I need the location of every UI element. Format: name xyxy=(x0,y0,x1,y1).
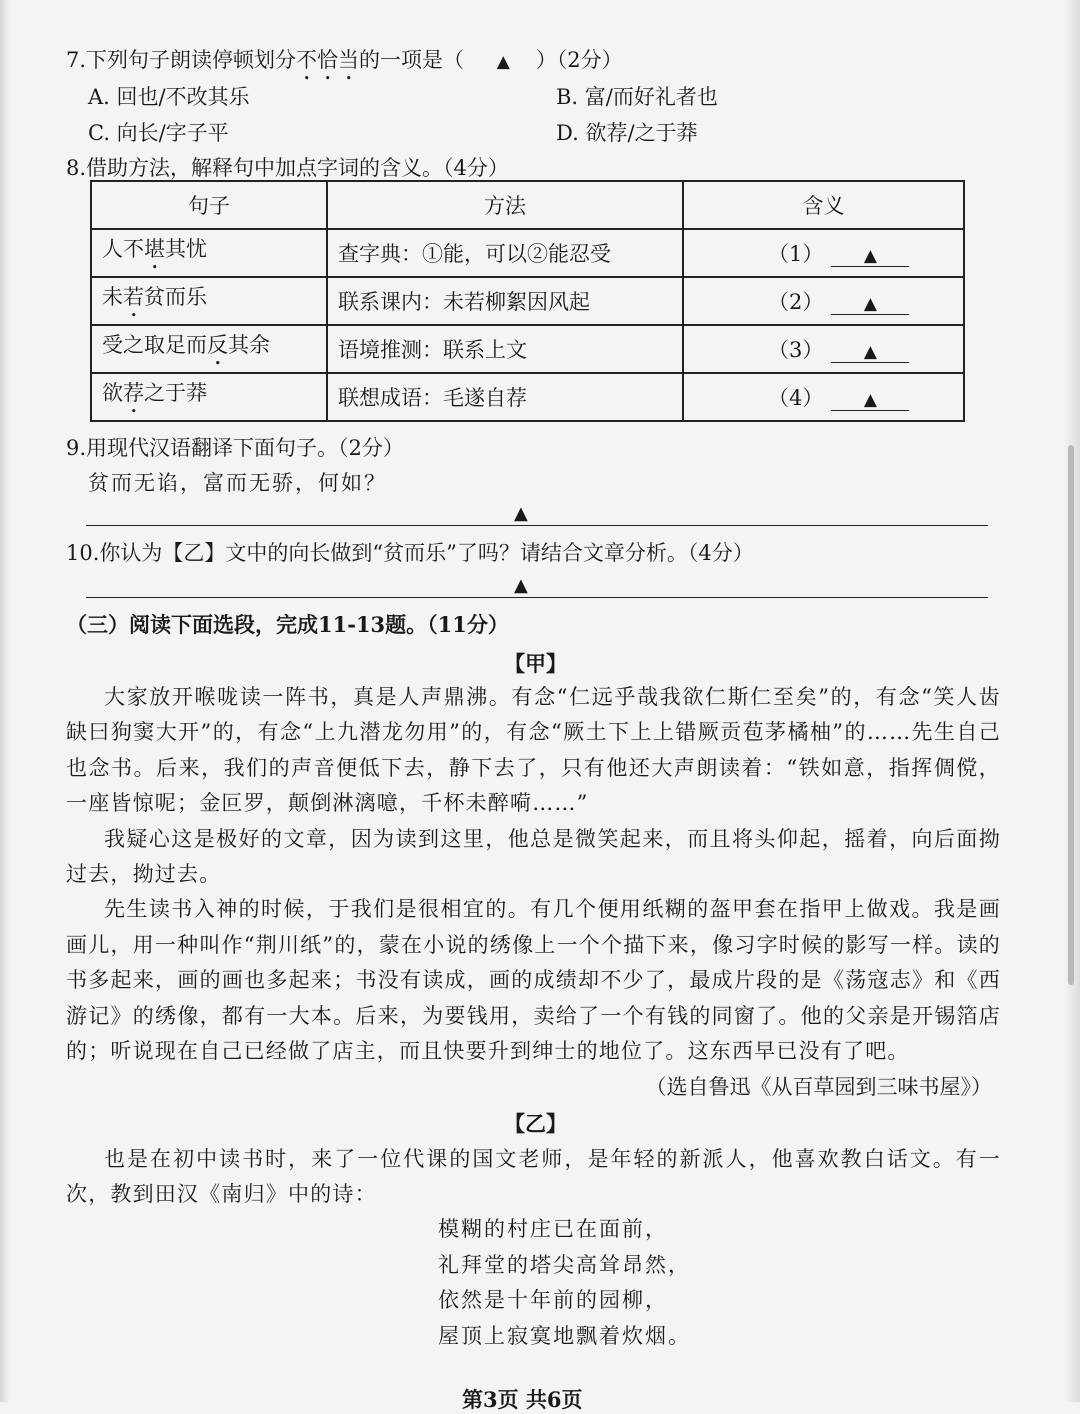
sentence-cell xyxy=(91,373,327,421)
q9-answer-line[interactable] xyxy=(86,525,988,526)
table-row xyxy=(91,325,964,373)
sentence-cell xyxy=(91,229,327,277)
sentence-text: 之于莽 xyxy=(144,380,207,405)
table-row xyxy=(91,229,964,277)
answer-blank[interactable]: ▲ xyxy=(831,342,909,363)
dotted-word: 堪 xyxy=(144,236,165,261)
q7-stem-post: 的一项是（ xyxy=(359,48,465,72)
question-9-stem: 9.用现代汉语翻译下面句子。（2分） xyxy=(66,436,404,460)
table-header-method: 方法 xyxy=(327,181,683,229)
table-header-sentence: 句子 xyxy=(91,181,327,229)
sentence-text: 贫而乐 xyxy=(144,284,207,309)
poem-line: 依然是十年前的园柳， xyxy=(438,1288,668,1312)
passage-jia-source: （选自鲁迅《从百草园到三味书屋》） xyxy=(645,1075,992,1099)
answer-triangle-icon: ▲ xyxy=(514,575,528,596)
answer-blank[interactable]: ▲ xyxy=(831,246,909,267)
q7-option-a: A. 回也/不改其乐 xyxy=(88,85,250,109)
answer-number: （2） xyxy=(768,290,824,314)
poem-line: 屋顶上寂寞地飘着炊烟。 xyxy=(438,1323,691,1348)
method-table xyxy=(90,180,965,422)
q7-score: ）（2分） xyxy=(535,48,623,72)
page-footer: 第3页 共6页 xyxy=(462,1387,583,1412)
table-header-row xyxy=(91,181,964,229)
q9-sentence: 贫而无谄，富而无骄，何如？ xyxy=(88,471,387,495)
sentence-cell xyxy=(91,325,327,373)
poem-line: 模糊的村庄已在面前， xyxy=(438,1217,668,1241)
question-8-stem: 8.借助方法，解释句中加点字词的含义。（4分） xyxy=(66,156,509,180)
sentence-text: 其余 xyxy=(228,332,270,357)
q7-option-b: B. 富/而好礼者也 xyxy=(556,85,718,109)
meaning-cell xyxy=(683,373,964,421)
meaning-cell xyxy=(683,277,964,325)
scrollbar-thumb[interactable] xyxy=(1068,445,1074,985)
meaning-cell xyxy=(683,325,964,373)
answer-number: （1） xyxy=(768,242,824,266)
sentence-text: 人不 xyxy=(102,236,144,261)
poem-block xyxy=(438,1212,691,1354)
passage-jia-title: 【甲】 xyxy=(504,651,567,676)
q7-stem-pre: 7.下列句子朗读停顿划分 xyxy=(66,48,297,72)
dotted-word: 反 xyxy=(207,332,228,357)
answer-triangle-icon: ▲ xyxy=(496,52,510,72)
q7-emphasis-word: 不恰当 xyxy=(296,48,360,72)
q7-option-c: C. 向长/字子平 xyxy=(88,121,229,145)
answer-triangle-icon: ▲ xyxy=(514,503,528,524)
sentence-text: 欲 xyxy=(102,380,123,405)
passage-jia xyxy=(66,680,1001,1069)
passage-paragraph: 大家放开喉咙读一阵书，真是人声鼎沸。有念“仁远乎哉我欲仁斯仁至矣”的，有念“笑人齿缺曰狗窦大开”的，有念“上九潜龙勿用”的，有念“厥土下上上错厥贡苞茅橘柚”的……先生自己也念书。后来，我们的声音便低下去，静下去了，只有他还大声朗读着：“铁如意，指挥倜傥，一座皆惊呢；金叵罗，颠倒淋漓噫，千杯未醉嗬……” xyxy=(66,685,1001,816)
passage-paragraph: 也是在初中读书时，来了一位代课的国文老师，是年轻的新派人，他喜欢教白话文。有一次，教到田汉《南归》中的诗： xyxy=(66,1147,1001,1207)
passage-yi xyxy=(66,1142,1001,1213)
q10-answer-line[interactable] xyxy=(86,597,988,598)
answer-number: （4） xyxy=(768,386,824,410)
method-cell: 联想成语：毛遂自荐 xyxy=(327,373,683,421)
meaning-cell xyxy=(683,229,964,277)
passage-paragraph: 我疑心这是极好的文章，因为读到这里，他总是微笑起来，而且将头仰起，摇着，向后面拗过去，拗过去。 xyxy=(66,826,1001,887)
answer-blank[interactable]: ▲ xyxy=(831,294,909,315)
sentence-text: 未 xyxy=(102,284,123,309)
poem-line: 礼拜堂的塔尖高耸昂然， xyxy=(438,1252,691,1277)
section-3-heading: （三）阅读下面选段，完成11-13题。（11分） xyxy=(66,612,509,637)
answer-number: （3） xyxy=(768,338,824,362)
table-row xyxy=(91,373,964,421)
passage-paragraph: 先生读书入神的时候，于我们是很相宜的。有几个便用纸糊的盔甲套在指甲上做戏。我是画画儿，用一种叫作“荆川纸”的，蒙在小说的绣像上一个个描下来，像习字时候的影写一样。读的书多起来，画的画也多起来；书没有读成，画的成绩却不少了，最成片段的是《荡寇志》和《西游记》的绣像，都有一大本。后来，为要钱用，卖给了一个有钱的同窗了。他的父亲是开锡箔店的；听说现在自己已经做了店主，而且快要升到绅士的地位了。这东西早已没有了吧。 xyxy=(66,897,1001,1064)
dotted-word: 若 xyxy=(123,284,144,309)
sentence-cell xyxy=(91,277,327,325)
sentence-text: 其忧 xyxy=(165,236,207,261)
q7-option-d: D. 欲荐/之于莽 xyxy=(556,121,698,145)
method-cell: 查字典：①能，可以②能忍受 xyxy=(327,229,683,277)
answer-blank[interactable]: ▲ xyxy=(831,390,909,411)
method-cell: 联系课内：未若柳絮因风起 xyxy=(327,277,683,325)
table-header-meaning: 含义 xyxy=(683,181,964,229)
question-7-stem xyxy=(66,44,623,85)
method-cell: 语境推测：联系上文 xyxy=(327,325,683,373)
table-row xyxy=(91,277,964,325)
passage-yi-title: 【乙】 xyxy=(504,1111,567,1136)
sentence-text: 受之取足而 xyxy=(102,332,207,357)
page-shadow-left xyxy=(0,0,10,1402)
question-10-stem: 10.你认为【乙】文中的向长做到“贫而乐”了吗？请结合文章分析。（4分） xyxy=(66,541,754,565)
dotted-word: 荐 xyxy=(123,380,144,405)
